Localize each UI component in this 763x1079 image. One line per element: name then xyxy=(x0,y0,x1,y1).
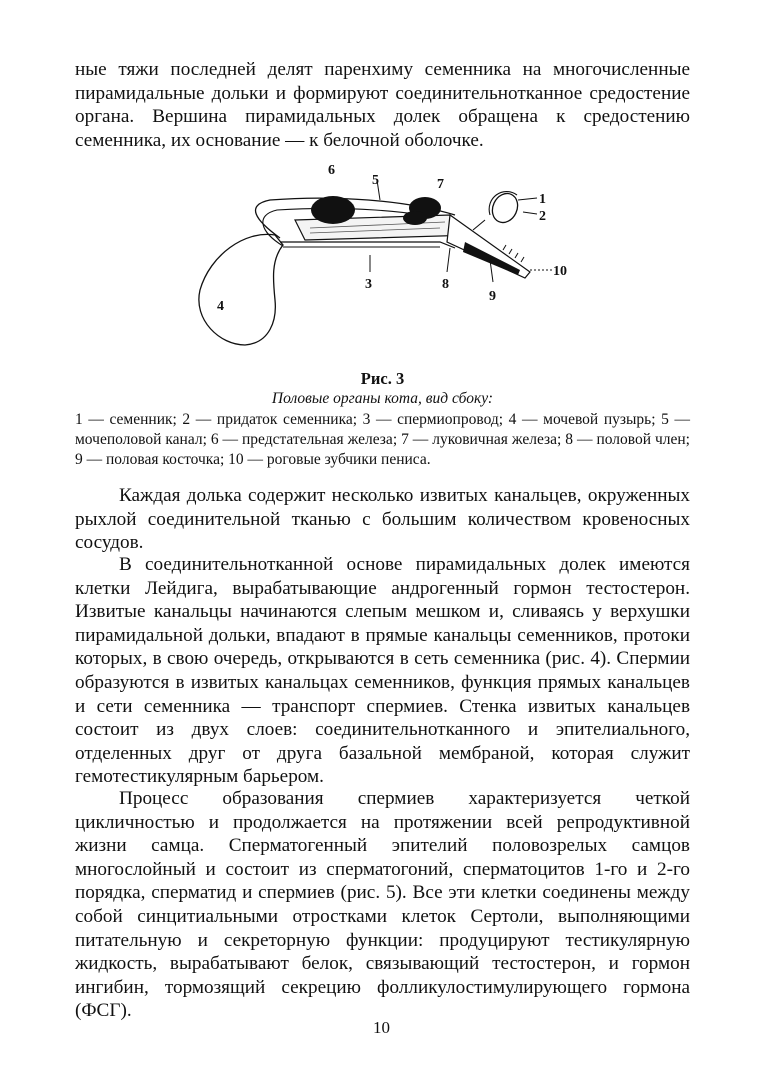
figure-cat-genital-organs xyxy=(185,160,585,365)
bladder-shape xyxy=(199,234,283,345)
penis xyxy=(447,215,530,278)
label-1: 1 xyxy=(539,192,546,207)
figure-legend: 1 — семенник; 2 — придаток семенника; 3 — спермиопровод; 4 — мочевой пузырь; 5 — мочеполовой канал; 6 — предстательная железа; 7 — луковичная железа; 8 — половой член; 9 — половая косточка; 10 — роговые зубчики пениса. xyxy=(75,411,690,468)
figure-title: Рис. 3 xyxy=(360,369,405,388)
label-5: 5 xyxy=(372,173,379,188)
label-10: 10 xyxy=(553,264,567,279)
label-9: 9 xyxy=(489,289,496,304)
label-6: 6 xyxy=(328,163,335,178)
label-7: 7 xyxy=(437,177,444,192)
prostate-gland xyxy=(311,196,355,224)
paragraph-1: Каждая долька содержит несколько извитых канальцев, окруженных рыхлой соединительной тканью с большим количеством кровеносных сосудов. xyxy=(75,485,690,554)
paragraph-3: Процесс образования спермиев характеризуется четкой цикличностью и продолжается на протяжении всей репродуктивной жизни самца. Сперматогенный эпителий половозрелых самцов многослойный и состоит из сперматогоний, сперматоцитов 1-го и 2-го порядка, сперматид и спермиев (рис. 5). Все эти клетки соединены между собой синцитиальными отростками клеток Сертоли, выполняющими питательную и секреторную функции: продуцируют тестикулярную жидкость, вырабатывают белок, связывающий тестостерон, и гормон ингибин, тормозящий секрецию фолликулостимулирующего гормона (ФСГ). xyxy=(75,788,690,1022)
intro-paragraph: ные тяжи последней делят паренхиму семенника на многочисленные пирамидальные дольки и формируют соединительнотканное средостение органа. Вершина пирамидальных долек обращена к средостению семенника, их основание — к белочной оболочке. xyxy=(75,59,690,151)
label-3: 3 xyxy=(365,277,372,292)
figure-subtitle: Половые органы кота, вид сбоку: xyxy=(271,390,494,407)
label-4: 4 xyxy=(217,299,224,314)
label-2: 2 xyxy=(539,209,546,224)
testis xyxy=(488,189,522,226)
page-number: 10 xyxy=(373,1018,390,1037)
paragraph-2: В соединительнотканной основе пирамидальных долек имеются клетки Лейдига, вырабатывающие андрогенный гормон тестостерон. Извитые канальцы начинаются слепым мешком и, сливаясь у верхушки пирамидальной дольки, впадают в прямые канальцы семенников, протоки которых, в свою очередь, открываются в сеть семенника (рис. 4). Спермии образуются в извитых канальцах семенников, функция прямых канальцев и сети семенника — транспорт спермиев. Стенка извитых канальцев состоит из двух слоев: соединительнотканного и эпителиального, отделенных друг от друга базальной мембраной, которая служит гемотестикулярным барьером. xyxy=(75,554,690,788)
label-8: 8 xyxy=(442,277,449,292)
